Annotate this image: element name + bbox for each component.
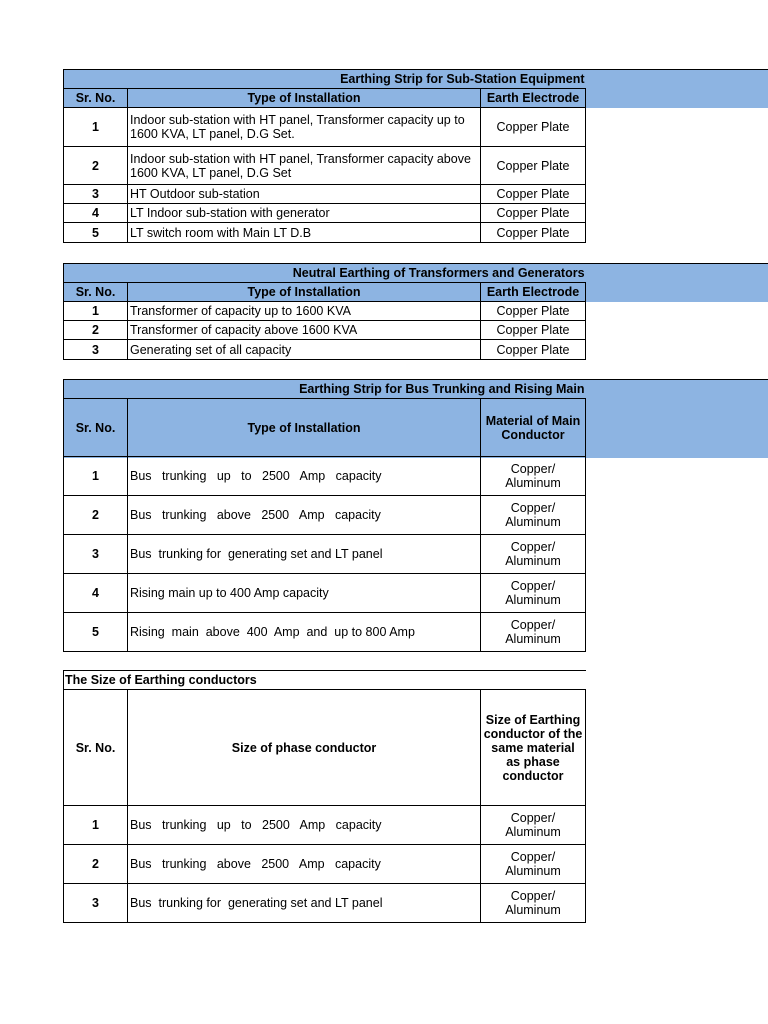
header-row [64,399,586,457]
table-title-row [64,380,586,399]
table-title: Neutral Earthing of Transformers and Generators [64,264,586,283]
table-title: Earthing Strip for Bus Trunking and Rising Main [64,380,586,399]
row-no: 1 [64,108,128,147]
row-type: Indoor sub-station with HT panel, Transformer capacity above 1600 KVA, LT panel, D.G Set [128,147,481,185]
table-row [64,574,586,613]
col-header-earthing-size: Size of Earthing conductor of the same material as phase conductor [481,690,586,806]
row-type: Rising main up to 400 Amp capacity [128,574,481,613]
table-substation-earthing [63,69,586,243]
row-type: Bus trunking for generating set and LT panel [128,884,481,923]
row-type: HT Outdoor sub-station [128,185,481,204]
table-row [64,223,586,243]
row-value: Copper/ Aluminum [481,574,586,613]
table-row [64,340,586,360]
col-header-electrode: Earth Electrode [481,283,586,302]
table-neutral-earthing [63,263,586,360]
row-no: 3 [64,340,128,360]
table-title: The Size of Earthing conductors [64,671,586,690]
row-type: Bus trunking for generating set and LT panel [128,535,481,574]
row-no: 4 [64,574,128,613]
col-header-material: Material of Main Conductor [481,399,586,457]
col-header-electrode: Earth Electrode [481,89,586,108]
table-row [64,147,586,185]
row-value: Copper Plate [481,321,586,340]
row-value: Copper Plate [481,223,586,243]
table-title: Earthing Strip for Sub-Station Equipment [64,70,586,89]
row-type: LT switch room with Main LT D.B [128,223,481,243]
row-value: Copper Plate [481,185,586,204]
row-no: 5 [64,223,128,243]
row-no: 3 [64,884,128,923]
row-no: 5 [64,613,128,652]
row-no: 3 [64,535,128,574]
row-type: LT Indoor sub-station with generator [128,204,481,223]
row-no: 1 [64,457,128,496]
header-row [64,690,586,806]
col-header-type: Type of Installation [128,283,481,302]
row-value: Copper/ Aluminum [481,535,586,574]
table-row [64,185,586,204]
table-bus-trunking-earthing [63,379,586,652]
table-row [64,613,586,652]
row-type: Transformer of capacity above 1600 KVA [128,321,481,340]
row-value: Copper/ Aluminum [481,884,586,923]
row-no: 2 [64,147,128,185]
table-title-row [64,264,586,283]
table-row [64,884,586,923]
table-row [64,496,586,535]
col-header-sr-no: Sr. No. [64,399,128,457]
col-header-sr-no: Sr. No. [64,283,128,302]
row-no: 1 [64,302,128,321]
table-row [64,321,586,340]
col-header-type: Type of Installation [128,89,481,108]
table-title-row [64,671,586,690]
col-header-sr-no: Sr. No. [64,89,128,108]
table-earthing-conductor-size [63,670,586,923]
row-value: Copper Plate [481,147,586,185]
row-value: Copper/ Aluminum [481,613,586,652]
table-row [64,204,586,223]
row-no: 2 [64,496,128,535]
row-no: 2 [64,321,128,340]
row-value: Copper/ Aluminum [481,457,586,496]
row-type: Transformer of capacity up to 1600 KVA [128,302,481,321]
row-type: Indoor sub-station with HT panel, Transformer capacity up to 1600 KVA, LT panel, D.G Set. [128,108,481,147]
col-header-phase-size: Size of phase conductor [128,690,481,806]
row-value: Copper Plate [481,340,586,360]
row-type: Bus trunking above 2500 Amp capacity [128,496,481,535]
row-no: 3 [64,185,128,204]
table-title-row [64,70,586,89]
row-type: Bus trunking up to 2500 Amp capacity [128,806,481,845]
table-row [64,302,586,321]
row-type: Bus trunking above 2500 Amp capacity [128,845,481,884]
row-value: Copper Plate [481,302,586,321]
row-value: Copper/ Aluminum [481,845,586,884]
table-row [64,535,586,574]
table-row [64,806,586,845]
row-value: Copper Plate [481,204,586,223]
row-value: Copper/ Aluminum [481,496,586,535]
row-type: Bus trunking up to 2500 Amp capacity [128,457,481,496]
row-value: Copper Plate [481,108,586,147]
row-no: 1 [64,806,128,845]
col-header-sr-no: Sr. No. [64,690,128,806]
header-row [64,283,586,302]
table-row [64,108,586,147]
col-header-type: Type of Installation [128,399,481,457]
header-row [64,89,586,108]
row-value: Copper/ Aluminum [481,806,586,845]
table-row [64,845,586,884]
row-no: 2 [64,845,128,884]
row-type: Generating set of all capacity [128,340,481,360]
row-no: 4 [64,204,128,223]
table-row [64,457,586,496]
row-type: Rising main above 400 Amp and up to 800 Amp [128,613,481,652]
